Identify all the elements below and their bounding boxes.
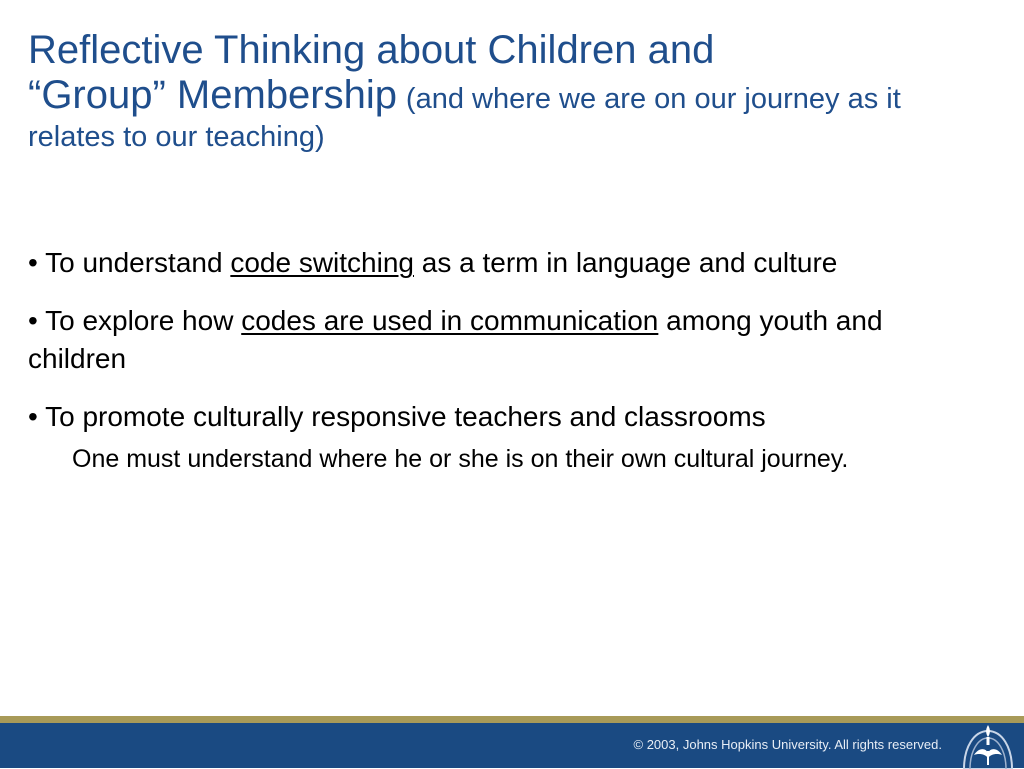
university-seal-icon (960, 721, 1016, 769)
footer-divider (0, 716, 1024, 723)
title-main-line1: Reflective Thinking about Children and (28, 28, 715, 72)
bullet-item-code-switching (28, 244, 958, 282)
slide-title (28, 28, 988, 153)
bullet-marker: • (28, 247, 38, 278)
bullet-text-before: To explore how (45, 305, 234, 336)
copyright-text: © 2003, Johns Hopkins University. All rights reserved. (633, 737, 942, 752)
bullet-marker: • (28, 401, 38, 432)
bullet-text: To promote culturally responsive teachers and classrooms (45, 401, 766, 432)
bullet-item-codes-communication (28, 302, 958, 378)
bullet-text-after: among youth and children (28, 305, 883, 374)
bullet-marker: • (28, 305, 38, 336)
title-main-line2: “Group” Membership (28, 72, 398, 117)
code-switching-term: code switching (230, 247, 414, 278)
footer-bar (0, 723, 1024, 768)
sub-note-cultural-journey: One must understand where he or she is on their own cultural journey. (72, 445, 849, 473)
codes-communication-term: codes are used in communication (241, 305, 659, 336)
title-subtitle: (and where we are on our journey as it relates to our teaching) (28, 82, 901, 153)
bullet-item-culturally-responsive (28, 398, 958, 436)
bullet-text-before: To understand (45, 247, 223, 278)
bullet-text-after: as a term in language and culture (421, 247, 838, 278)
bullet-list (28, 244, 958, 482)
